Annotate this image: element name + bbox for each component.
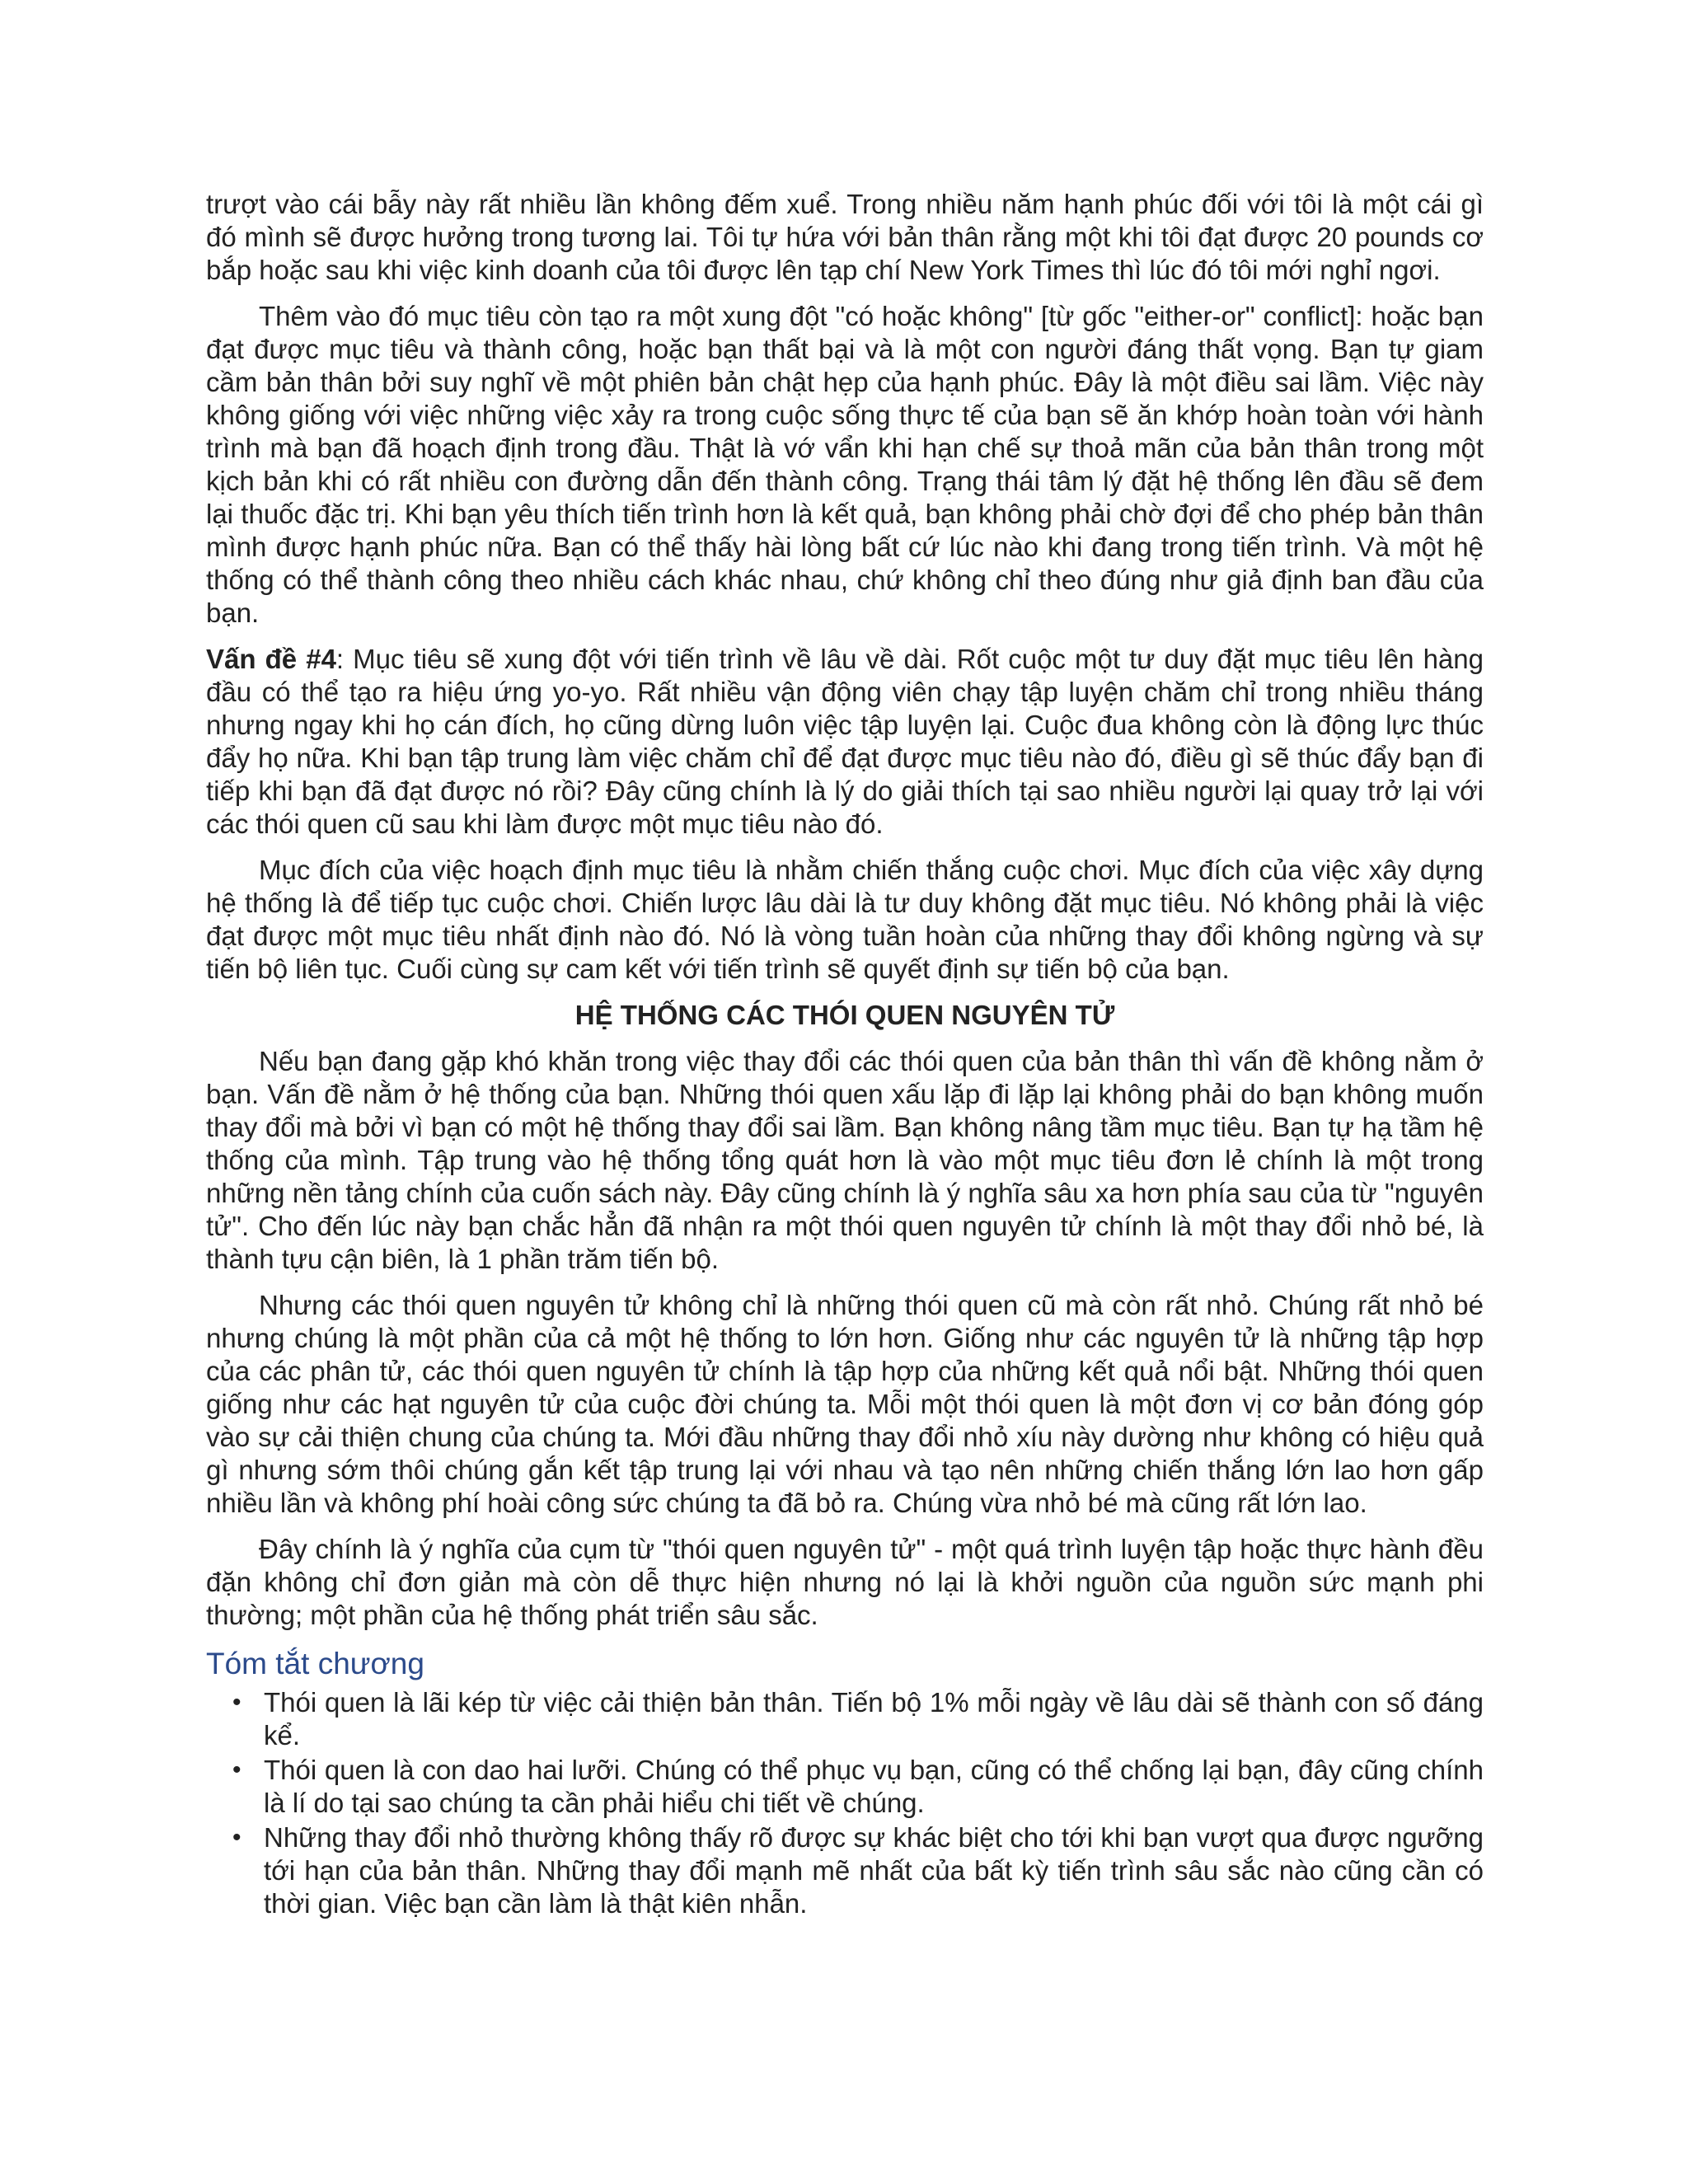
summary-item	[232, 1821, 1484, 1920]
summary-item	[232, 1686, 1484, 1752]
summary-item-text: Những thay đổi nhỏ thường không thấy rõ được sự khác biệt cho tới khi bạn vượt qua được ngưỡng tới hạn của bản thân. Những thay đổi mạnh mẽ nhất của bất kỳ tiến trình sâu sắc nào cũng cần có thời gian. Việc bạn cần làm là thật kiên nhẫn.	[264, 1822, 1484, 1919]
paragraph-6: Nhưng các thói quen nguyên tử không chỉ là những thói quen cũ mà còn rất nhỏ. Chúng rất nhỏ bé nhưng chúng là một phần của cả một hệ thống to lớn hơn. Giống như các nguyên tử là những tập hợp của các phân tử, các thói quen nguyên tử chính là tập hợp của những kết quả nổi bật. Những thói quen giống như các hạt nguyên tử của cuộc đời chúng ta. Mỗi một thói quen là một đơn vị cơ bản đóng góp vào sự cải thiện chung của chúng ta. Mới đầu những thay đổi nhỏ xíu này dường như không có hiệu quả gì nhưng sớm thôi chúng gắn kết tập trung lại với nhau và tạo nên những chiến thắng lớn lao hơn gấp nhiều lần và không phí hoài công sức chúng ta đã bỏ ra. Chúng vừa nhỏ bé mà cũng rất lớn lao.	[206, 1290, 1484, 1518]
document-page	[206, 188, 1484, 1922]
bullet-icon: •	[232, 1689, 241, 1716]
summary-item	[232, 1754, 1484, 1820]
chapter-summary-heading: Tóm tắt chương	[206, 1647, 424, 1680]
paragraph-5: Nếu bạn đang gặp khó khăn trong việc thay đổi các thói quen của bản thân thì vấn đề không nằm ở bạn. Vấn đề nằm ở hệ thống của bạn. Những thói quen xấu lặp đi lặp lại không phải do bạn không muốn thay đổi mà bởi vì bạn có một hệ thống thay đổi sai lầm. Bạn không nâng tầm mục tiêu. Bạn tự hạ tầm hệ thống của mình. Tập trung vào hệ thống tổng quát hơn là vào một mục tiêu đơn lẻ chính là một trong những nền tảng chính của cuốn sách này. Đây cũng chính là ý nghĩa sâu xa hơn phía sau của từ "nguyên tử". Cho đến lúc này bạn chắc hẳn đã nhận ra một thói quen nguyên tử chính là một thay đổi nhỏ bé, là thành tựu cận biên, là 1 phần trăm tiến bộ.	[206, 1046, 1484, 1274]
paragraph-4: Mục đích của việc hoạch định mục tiêu là nhằm chiến thắng cuộc chơi. Mục đích của việc xây dựng hệ thống là để tiếp tục cuộc chơi. Chiến lược lâu dài là tư duy không đặt mục tiêu. Nó không phải là việc đạt được một mục tiêu nhất định nào đó. Nó là vòng tuần hoàn của những thay đổi không ngừng và sự tiến bộ liên tục. Cuối cùng sự cam kết với tiến trình sẽ quyết định sự tiến bộ của bạn.	[206, 855, 1484, 984]
paragraph-1: trượt vào cái bẫy này rất nhiều lần không đếm xuể. Trong nhiều năm hạnh phúc đối với tôi là một cái gì đó mình sẽ được hưởng trong tương lai. Tôi tự hứa với bản thân rằng một khi tôi đạt được 20 pounds cơ bắp hoặc sau khi việc kinh doanh của tôi được lên tạp chí New York Times thì lúc đó tôi mới nghỉ ngơi.	[206, 189, 1484, 285]
paragraph-2: Thêm vào đó mục tiêu còn tạo ra một xung đột "có hoặc không" [từ gốc "either-or" conflict]: hoặc bạn đạt được mục tiêu và thành công, hoặc bạn thất bại và là một con người đáng thất vọng. Bạn tự giam cầm bản thân bởi suy nghĩ về một phiên bản chật hẹp của hạnh phúc. Đây là một điều sai lầm. Việc này không giống với việc những việc xảy ra trong cuộc sống thực tế của bạn sẽ ăn khớp hoàn toàn với hành trình mà bạn đã hoạch định trong đầu. Thật là vớ vẩn khi hạn chế sự thoả mãn của bản thân trong một kịch bản khi có rất nhiều con đường dẫn đến thành công. Trạng thái tâm lý đặt hệ thống lên đầu sẽ đem lại thuốc đặc trị. Khi bạn yêu thích tiến trình hơn là kết quả, bạn không phải chờ đợi để cho phép bản thân mình được hạnh phúc nữa. Bạn có thể thấy hài lòng bất cứ lúc nào khi đang trong tiến trình. Và một hệ thống có thể thành công theo nhiều cách khác nhau, chứ không chỉ theo đúng như giả định ban đầu của bạn.	[206, 301, 1484, 628]
section-heading: HỆ THỐNG CÁC THÓI QUEN NGUYÊN TỬ	[574, 1000, 1115, 1030]
problem-label: Vấn đề #4	[206, 644, 336, 674]
paragraph-7: Đây chính là ý nghĩa của cụm từ "thói quen nguyên tử" - một quá trình luyện tập hoặc thực hành đều đặn không chỉ đơn giản mà còn dễ thực hiện nhưng nó lại là khởi nguồn của nguồn sức mạnh phi thường; một phần của hệ thống phát triển sâu sắc.	[206, 1534, 1484, 1630]
summary-item-text: Thói quen là con dao hai lưỡi. Chúng có thể phục vụ bạn, cũng có thể chống lại bạn, đây cũng chính là lí do tại sao chúng ta cần phải hiểu chi tiết về chúng.	[264, 1755, 1484, 1818]
summary-item-text: Thói quen là lãi kép từ việc cải thiện bản thân. Tiến bộ 1% mỗi ngày về lâu dài sẽ thành con số đáng kể.	[264, 1687, 1484, 1750]
bullet-icon: •	[232, 1824, 241, 1851]
paragraph-3-text: : Mục tiêu sẽ xung đột với tiến trình về lâu về dài. Rốt cuộc một tư duy đặt mục tiêu lên hàng đầu có thể tạo ra hiệu ứng yo-yo. Rất nhiều vận động viên chạy tập luyện chăm chỉ trong nhiều tháng nhưng ngay khi họ cán đích, họ cũng dừng luôn việc tập luyện lại. Cuộc đua không còn là động lực thúc đẩy họ nữa. Khi bạn tập trung làm việc chăm chỉ để đạt được mục tiêu nào đó, điều gì sẽ thúc đẩy bạn đi tiếp khi bạn đã đạt được nó rồi? Đây cũng chính là lý do giải thích tại sao nhiều người lại quay trở lại với các thói quen cũ sau khi làm được một mục tiêu nào đó.	[206, 644, 1484, 839]
bullet-icon: •	[232, 1756, 241, 1783]
summary-list	[206, 1686, 1484, 1920]
paragraph-3	[206, 643, 1484, 841]
